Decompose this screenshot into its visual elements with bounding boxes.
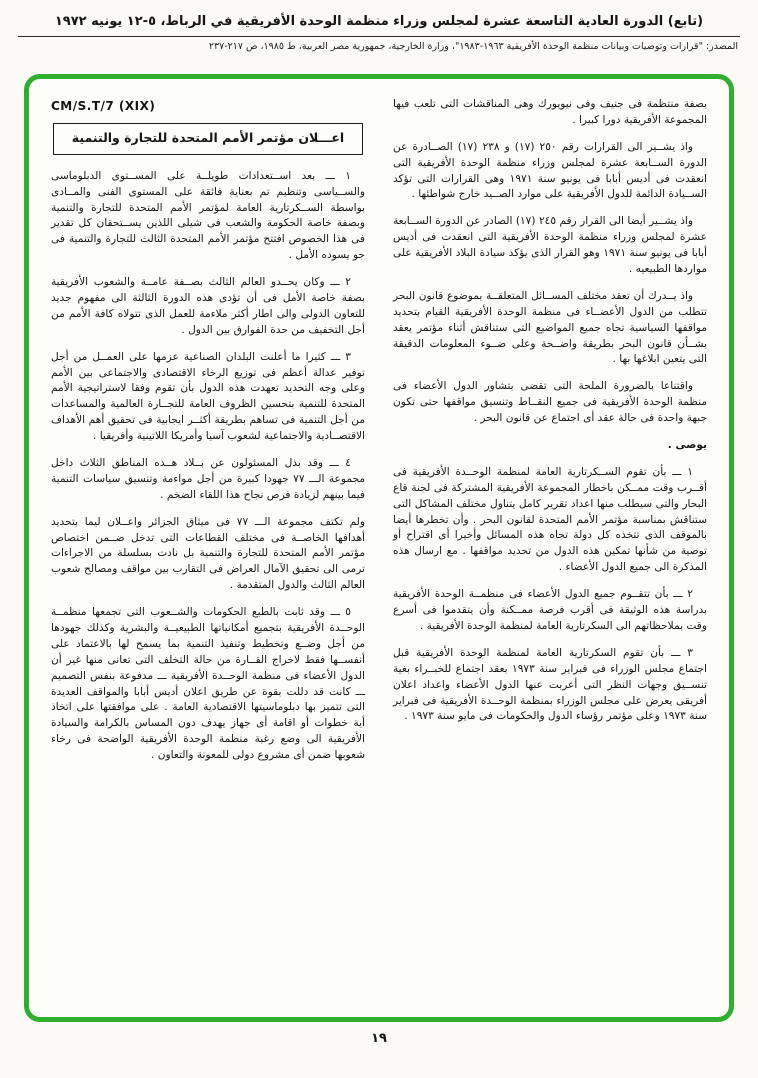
document-title: اعـــلان مؤتمر الأمم المتحدة للتجارة والتنمية — [53, 123, 363, 155]
header-divider — [18, 36, 740, 37]
left-paragraph-4: ٤ ـــ وقد بذل المسئولون عن بــلاد هــذه المناطق الثلاث داخل مجموعة الـــ ٧٧ جهودا كبيرة من أجل مواءمة وتنسيق سياسات التنمية فيما بينهم لزيادة فرص نجاح هذا اللقاء الضخم . — [51, 457, 365, 501]
recommendation-3: ٣ ـــ بأن تقوم السكرتارية العامة لمنظمة الوحدة الأفريقية قبل اجتماع مجلس الوزراء فى فبراير سنة ١٩٧٣ بعقد اجتماع للخبــراء بغية تنســيق وجهات النظر التى أعربت عنها الدول الأعضاء واعداد اعلان أفريقى يعرض على مجلس الوزراء بمنظمة الوحــدة الأفريقية فى فبراير سنة ١٩٧٣ وعلى مؤتمر رؤساء الدول والحكومات فى مايو سنة ١٩٧٣ . — [393, 646, 707, 723]
left-paragraph-2: ٢ ـــ وكان يحــدو العالم الثالث بصــفة عامــة والشعوب الأفريقية بصفة خاصة الأمل فى أن تؤدى هذه الدورة الثالثة الى مفهوم جديد للتعاون الدولى والى اطار أكثر ملاءمة للعمل الذى تتولاه كافة الأمم من أجل التخفيف من حدة الفوارق بين الدول . — [51, 276, 365, 336]
column-left — [51, 97, 365, 1009]
recommendation-1: ١ ـــ بأن تقوم الســكرتارية العامة لمنظمة الوحــدة الأفريقية فى أقــرب وقت ممــكن باخطار المجموعة الأفريقية المشتركة فى لجنة قاع البحار والتى سيطلب منها اعداد تقرير كامل يتناول مختلف المشاكل التى ستناقش بمناسبة مؤتمر الأمم المتحدة لقانون البحر . وأن تخطرها أيضا بالموقف الذى تتخذه كل دولة تجاه هذه المسائل وأخيرا أى اقتراح أو توصية من شأنها تمكين هذه الدول من تحديد مواقفها . مع ارسال هذه المذكرة الى جميع الدول الأعضاء . — [393, 465, 707, 574]
left-paragraph-5: ولم تكتف مجموعة الـــ ٧٧ فى ميثاق الجزائر واعــلان ليما بتحديد أهدافها الخاصــة فى مختلف القطاعات التى تدخل ضــمن اختصاص مؤتمر الأمم المتحدة للتجارة والتنمية بل نادت بسلسلة من الاجراءات ترمى الى تحقيق الآمال العراض فى التقارب بين مواقف ومصالح شعوب العالم الثالث والدول المتقدمة . — [51, 515, 365, 592]
right-paragraph-3: واذ يشــير أيضا الى القرار رقم ٢٤٥ (١٧) الصادر عن الدورة الســابعة عشرة لمجلس وزراء منظمة الوحدة الأفريقية التى انعقدت فى أديس أبابا فى يونيو سنة ١٩٧١ وهو القرار الذى يؤكد سيادة البلاد الأفريقية على مواردها الطبيعيه . — [393, 215, 708, 276]
page-number: ١٩ — [371, 1031, 387, 1046]
recommendation-lead: يوصى . — [667, 439, 707, 452]
text-columns — [51, 97, 707, 1009]
document-frame — [24, 74, 734, 1022]
source-line: المصدر: "قرارات وتوصيات وبيانات منظمة الوحدة الأفريقية ١٩٦٣-١٩٨٣"، وزارة الخارجية، جمهورية مصر العربية، ط ١٩٨٥، ص ٢١٧-٢٣٧ — [208, 41, 738, 52]
left-paragraph-1: ١ ـــ بعد اســتعدادات طويلــة على المســتوى الدبلوماسى والســياسى وتنظيم تم بعناية فائقة على المستوى الفنى والمــادى بواسطة الســكرتارية العامة لمؤتمر الأمم المتحدة للتجارة والتنمية وبصفة خاصة الحكومة والشعب فى شيلى اللذين يســتحقان كل تقدير فى هذا الخصوص افتتح مؤتمر الأمم المتحدة الثالث للتجارة والتنمية فى جو يسوده الأمل . — [51, 169, 365, 262]
column-right — [393, 97, 707, 1009]
page-header — [0, 0, 758, 52]
left-paragraph-6: ٥ ـــ وقد ثابت بالطبع الحكومات والشــعوب التى تجمعها منظمــة الوحــدة الأفريقية بتجميع أمكانياتها الطبيعيــة والبشرية وكذلك جهودها من أجل وضــع وتخطيط وتنفيذ التنمية بما يسمح لها بالاعتماد على أنفســها فقط لاخراج القــارة من حالة التخلف التى تعانى منها غير أن الدول الأعضاء فى منظمة الوحــدة الأفريقية ـــ مدفوعة بنفس التصميم ـــ كانت قد دللت بقوة عن طريق اعلان أديس أبابا والمواقف العديدة التى تتميز بها دبلوماسيتها الاقتصادية العامة . على موافقتها على اتخاذ أية خطوات أو اقامة أى جهاز يهدف دون المساس بالكرامة والسيادة الأفريقية الى وضع رغبة منظمة الوحدة الأفريقية الواضحة فى رخاء شعوبها ضمن أى مشروع دولى للمعونة والتعاون . — [51, 606, 365, 762]
right-paragraph-1: بصفة منتظمة فى جنيف وفى نيويورك وهى المناقشات التى تلعب فيها المجموعة الأفريقية دورا كبيرا . — [393, 98, 707, 126]
recommendation-2: ٢ ـــ بأن تتقــوم جميع الدول الأعضاء فى منظمــة الوحدة الأفريقية بدراسة هذه الوثيقة فى أقرب فرصة ممــكنة وأن يتقدموا فى أسرع وقت بملاحظاتهم الى السكرتارية العامة لمنظمة الوحدة الأفريقية . — [393, 588, 707, 632]
right-paragraph-4: واذ يــدرك أن تعقد مختلف المســائل المتعلقــة بموضوع قانون البحر تتطلب من الدول الأعضــاء فى منظمة الوحدة الأفريقية القيام بتحديد مواقفها السياسية تجاه جميع المواضيع التى ستناقش أثناء مؤتمر يعقد بشــأن قانون البحر بطريقة واضــحة وعلى ضــوء المعلومات الدقيقة التى يتعين ابلاغها بها . — [393, 289, 707, 366]
session-title: (تابع) الدورة العادية التاسعة عشرة لمجلس وزراء منظمة الوحدة الأفريقية في الرباط، ٥-١٢ يونيه ١٩٧٢ — [54, 14, 704, 29]
right-paragraph-5: واقتناعا بالضرورة الملحة التى تقضى بتشاور الدول الأعضاء فى منظمة الوحدة الأفريقية فى جميع النقــاط وتنسيق مواقفها حتى تكون جبهة واحدة فى حالة عقد أى اجتماع عن قانون البحر . — [393, 380, 707, 425]
document-code: CM/S.T/7 (XIX) — [51, 99, 156, 113]
left-paragraph-3: ٣ ـــ كثيرا ما أعلنت البلدان الصناعية عزمها على العمــل من أجل توفير عدالة أعظم فى توزيع الرخاء الاقتصادى والاجتماعى بين الأمم وعلى وجه التحديد تعهدت هذه الدول بأن تقوم وفقا لاستراتيجية الأمم المتحدة للتنمية بتحسين الظروف العامة للتجــارة العالمية والمساعدات من أجل التنمية فى تساهم بطريقة أكثــر ايجابية فى تحقيق أهم الأهداف الاقتصــادية والاجتماعية لشعوب آسيا وأمريكا اللاتينية وأفريقيا . — [51, 350, 365, 443]
right-paragraph-2: واذ يشــير الى القرارات رقم ٢٥٠ (١٧) و ٢٣٨ (١٧) الصــادرة عن الدورة الســابعة عشرة لمجلس وزراء منظمة الوحدة الأفريقية التى انعقدت فى أديس أبابا فى يونيو سنة ١٩٧١ وهى القرارات التى تؤكد الســيادة الدائمة للدول الأفريقية على موارد الصــيد خارج شواطئها . — [393, 140, 707, 201]
